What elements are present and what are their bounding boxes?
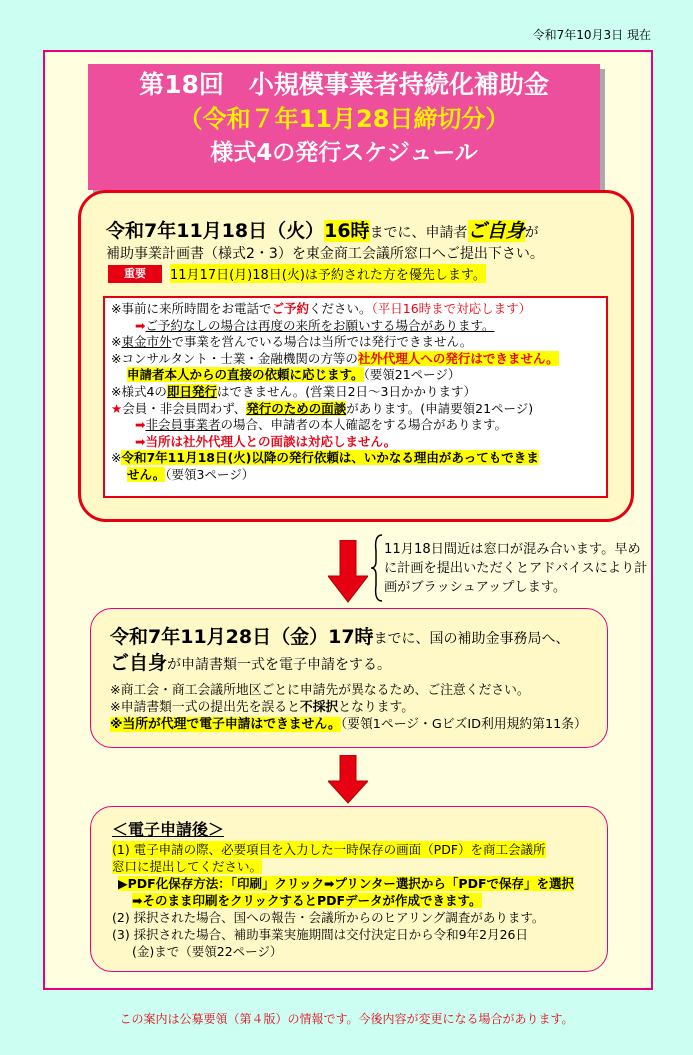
down-arrow-icon xyxy=(328,540,368,604)
note-text: ※申請書類一式の提出先を誤ると xyxy=(110,700,300,715)
note-text: （平日16時まで対応します） xyxy=(371,301,532,316)
step2-deadline xyxy=(110,622,570,649)
note-text: ※事前に来所時間をお電話で xyxy=(111,301,272,316)
step1-time: 16時 xyxy=(324,220,370,242)
step1-mid-text: までに、申請者 xyxy=(369,225,468,241)
note-text: ご予約 xyxy=(271,301,309,316)
note-text: 非会員事業者 xyxy=(145,417,221,433)
step2-self: ご自身 xyxy=(110,652,168,674)
note-text: （要領21ページ） xyxy=(363,367,461,383)
important-text: 11月17日(月)18日(火)は予約された方を優先します。 xyxy=(170,264,486,283)
arrow-right-icon: ➡ xyxy=(135,417,146,433)
note-text: ID利用規約第11条） xyxy=(467,717,587,732)
note-text: 会員・非会員問わず、 xyxy=(122,400,247,416)
note-text: （要領1ページ・Gビズ xyxy=(340,717,468,732)
step2-sub-text: が申請書類一式を電子申請をする。 xyxy=(167,657,392,673)
note-text: ご予約なしの場合は再度の来所をお願いする場合があります。 xyxy=(145,317,495,333)
arrow-right-icon: ➡ xyxy=(135,433,146,449)
note-text: があります。(申請要領21ページ) xyxy=(346,400,534,416)
important-badge: 重要 xyxy=(108,265,162,283)
note-text: 不採択 xyxy=(299,700,339,715)
note-text: 窓口に提出してください。 xyxy=(112,859,263,874)
step1-instruction: 補助事業計画書（様式2・3）を東金商工会議所窓口へご提出下さい。 xyxy=(106,246,544,262)
note-text: 社外代理人への発行はできません。 xyxy=(357,350,559,366)
note-text: 申請者本人からの直接の依頼に応じます。 xyxy=(127,367,364,383)
note-text: せん。 xyxy=(127,466,166,482)
title-banner xyxy=(88,64,600,190)
after-notes xyxy=(112,841,574,960)
note-text: となります。 xyxy=(338,700,415,715)
note-text: 当所は社外代理人との面談は対応しません。 xyxy=(145,433,397,449)
footer-note: この案内は公募要領（第４版）の情報です。今後内容が変更になる場合があります。 xyxy=(119,1012,574,1026)
step1-self: ご自身 xyxy=(467,220,525,242)
advice-note: 11月18日間近は窓口が混み合います。早めに計画を提出いただくとアドバイスにより計画がブラッシュアップします。 xyxy=(384,542,648,595)
step2-mid-text: までに、国の補助金事務局へ、 xyxy=(373,631,570,647)
note-text: ※ xyxy=(111,334,122,350)
note-text: (3) 採択された場合、補助事業実施期間は交付決定日から令和9年2月26日 xyxy=(112,927,528,942)
title-line-3: 様式4の発行スケジュール xyxy=(210,140,478,166)
step2-date: 令和7年11月28日（金） xyxy=(110,626,329,648)
note-text: ➡そのまま印刷をクリックするとPDFデータが作成できます。 xyxy=(132,893,482,908)
step1-notes: ※事前に来所時間をお電話でご予約ください。（平日16時まで対応します） ➡ご予約なしの場合は再度の来所をお願いする場合があります。 ※東金市外で事業を営んでいる場合は当所では発行できません。 ※コンサルタント・士業・金融機関の方等の社外代理人への発行はできません。 申請者本人からの直接の依頼に応じます。（要領21ページ） ※様式4の即日発行はできません。(営業日2日～3日かかります） ★会員・非会員問わず、発行のための面談があります。(申請要領21ページ) ➡非会員事業者の場合、申請者の本人確認をする場合があります。 ➡当所は社外代理人との面談は対応しません。 ※令和7年11月18日(火)以降の発行依頼は、いかなる理由があってもできま せん。（要領3ページ） xyxy=(103,296,608,498)
note-text: (1) 電子申請の際、必要項目を入力した一時保存の画面（PDF）を商工会議所 xyxy=(112,842,546,857)
note-text: 令和7年11月18日(火)以降の発行依頼は、いかなる理由があってもできま xyxy=(121,450,539,466)
note-text: ※様式4の xyxy=(111,383,167,399)
note-text: (金)まで（要領22ページ） xyxy=(132,944,283,959)
note-text: の場合、申請者の本人確認をする場合があります。 xyxy=(220,417,508,433)
note-text: ※商工会・商工会議所地区ごとに申請先が異なるため、ご注意ください。 xyxy=(110,683,530,698)
star-icon: ★ xyxy=(111,400,123,416)
note-text: はできません。(営業日2日～3日かかります） xyxy=(216,383,476,399)
note-text: ▶PDF化保存方法：「印刷」クリック➡プリンター選択から「PDFで保存」を選択 xyxy=(118,876,574,891)
step1-deadline xyxy=(106,216,539,243)
note-text: ※当所が代理で電子申請はできません。 xyxy=(110,717,341,732)
title-line-1: 第18回 小規模事業者持続化補助金 xyxy=(139,70,549,99)
note-text: (2) 採択された場合、国への報告・会議所からのヒアリング調査があります。 xyxy=(112,910,545,925)
note-text: 発行のための面談 xyxy=(246,400,347,416)
note-text: （要領3ページ） xyxy=(165,466,255,482)
arrow-right-icon: ➡ xyxy=(135,317,146,333)
step1-date: 令和7年11月18日（火） xyxy=(106,220,325,242)
down-arrow-icon xyxy=(328,755,368,805)
step2-instruction xyxy=(110,648,391,675)
brace-icon xyxy=(370,533,384,603)
after-title: ＜電子申請後＞ xyxy=(112,820,225,839)
step2-time: 17時 xyxy=(328,626,374,648)
step1-ga: が xyxy=(524,225,539,241)
note-text: 東金市外 xyxy=(121,334,172,350)
note-text: ください。 xyxy=(309,301,372,316)
title-line-2: （令和７年11月28日締切分） xyxy=(178,105,510,133)
as-of-date: 令和7年10月3日 現在 xyxy=(532,28,651,42)
note-text: ※コンサルタント・士業・金融機関の方等の xyxy=(111,350,358,366)
note-text: 即日発行 xyxy=(166,383,217,399)
note-text: で事業を営んでいる場合は当所では発行できません。 xyxy=(171,334,473,350)
step2-notes xyxy=(110,682,587,733)
